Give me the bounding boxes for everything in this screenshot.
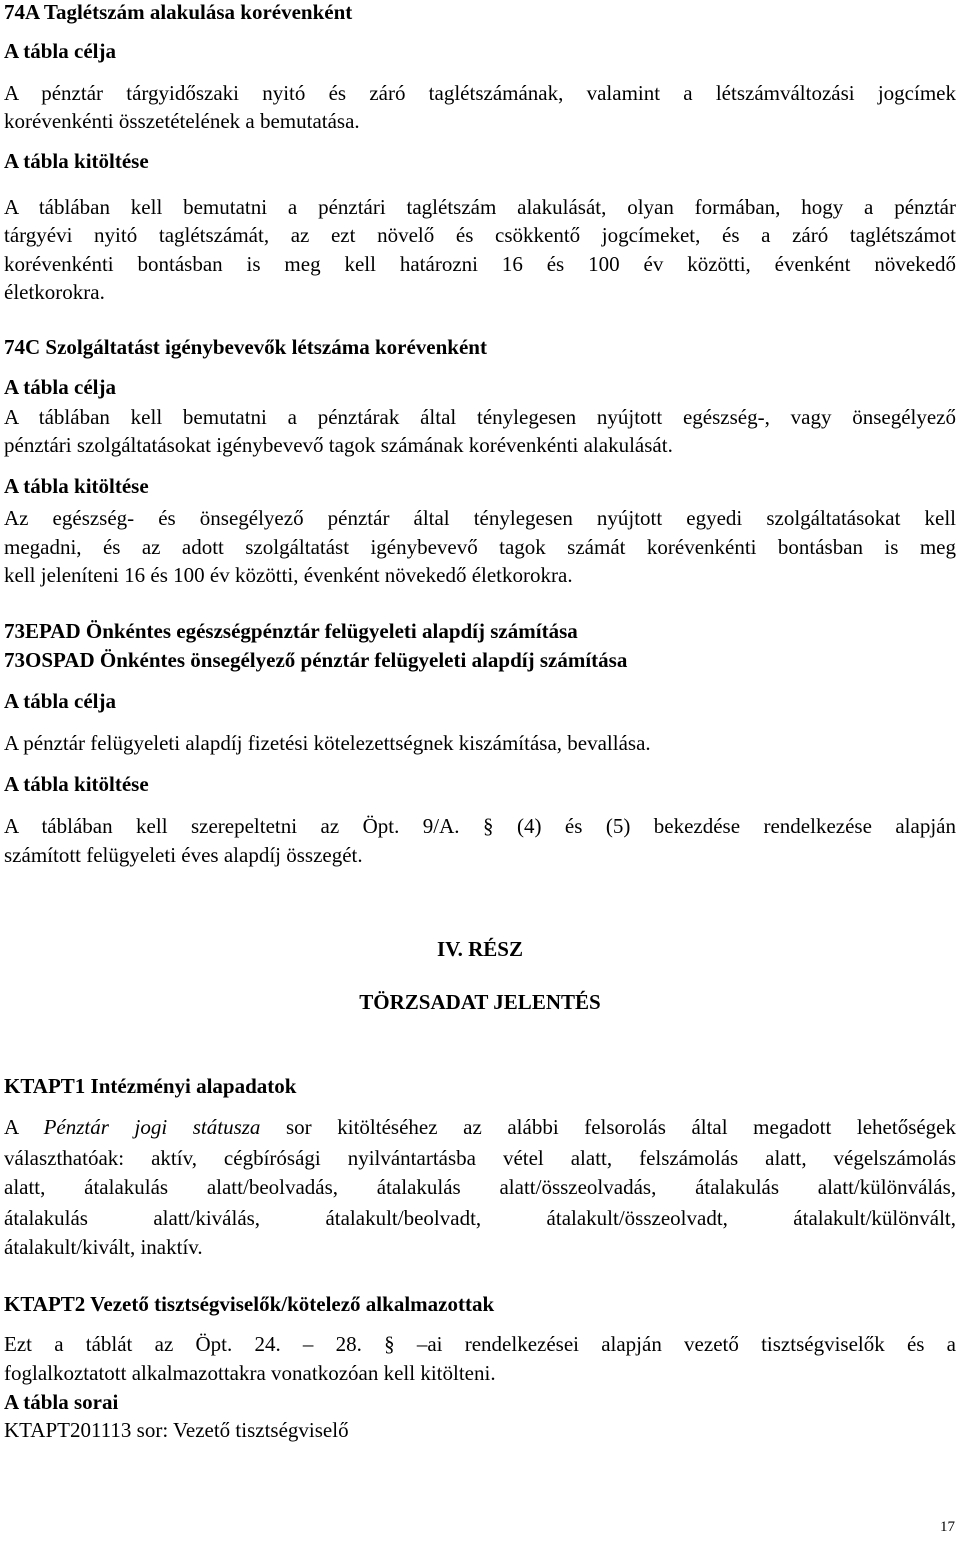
ktapt1-line: átalakulás alatt/kiválás, átalakult/beolvadt, átalakult/összeolvadt, átalakult/különvált, [4, 1206, 956, 1230]
ktapt1-line-italic: Pénztár jogi státusza [43, 1115, 261, 1139]
section-73-purpose-heading: A tábla célja [4, 689, 116, 713]
section-74a-fill-heading: A tábla kitöltése [4, 149, 149, 173]
part-subtitle: TÖRZSADAT JELENTÉS [359, 990, 601, 1014]
page-number: 17 [940, 1519, 955, 1535]
section-74a-title: 74A Taglétszám alakulása korévenként [4, 0, 353, 24]
ktapt1-line: választhatóak: aktív, cégbírósági nyilvántartásba vétel alatt, felszámolás alatt, végelszámolás [4, 1146, 956, 1170]
ktapt1-line: alatt, átalakulás alatt/beolvadás, átalakulás alatt/összeolvadás, átalakulás alatt/különválás, [4, 1175, 956, 1199]
part-title: IV. RÉSZ [437, 937, 523, 961]
section-73ospad-title: 73OSPAD Önkéntes önsegélyező pénztár felügyeleti alapdíj számítása [4, 648, 628, 672]
ktapt1-line: átalakult/kivált, inaktív. [4, 1235, 203, 1259]
section-74c-fill-line: Az egészség- és önsegélyező pénztár által ténylegesen nyújtott egyedi szolgáltatásokat kell [4, 506, 956, 530]
ktapt1-title: KTAPT1 Intézményi alapadatok [4, 1074, 297, 1098]
section-74a-fill-line: életkorokra. [4, 280, 105, 304]
section-73-fill-heading: A tábla kitöltése [4, 772, 149, 796]
ktapt2-line: Ezt a táblát az Öpt. 24. – 28. § –ai rendelkezései alapján vezető tisztségviselők és a [4, 1332, 956, 1356]
ktapt1-line [4, 1113, 956, 1142]
section-73-purpose-line: A pénztár felügyeleti alapdíj fizetési kötelezettségnek kiszámítása, bevallása. [4, 731, 651, 755]
ktapt1-line-prefix: A [4, 1115, 44, 1139]
section-74c-purpose-heading: A tábla célja [4, 375, 116, 399]
section-74c-fill-line: megadni, és az adott szolgáltatást igénybevevő tagok számát korévenkénti bontásban is meg [4, 535, 956, 559]
section-74a-fill-line: tárgyévi nyitó taglétszámát, az ezt növelő és csökkentő jogcímeket, és a záró taglétszámot [4, 223, 956, 247]
section-74c-purpose-line: A táblában kell bemutatni a pénztárak által ténylegesen nyújtott egészség-, vagy önsegélyező [4, 405, 956, 429]
section-74a-purpose-heading: A tábla célja [4, 39, 116, 63]
section-73-fill-line: számított felügyeleti éves alapdíj összegét. [4, 843, 363, 867]
ktapt2-row-line: KTAPT201113 sor: Vezető tisztségviselő [4, 1418, 349, 1442]
section-74a-fill-line: A táblában kell bemutatni a pénztári taglétszám alakulását, olyan formában, hogy a pénztár [4, 195, 956, 219]
ktapt2-title: KTAPT2 Vezető tisztségviselők/kötelező alkalmazottak [4, 1292, 495, 1316]
ktapt2-rows-heading: A tábla sorai [4, 1390, 119, 1414]
ktapt1-line-suffix: sor kitöltéséhez az alábbi felsorolás által megadott lehetőségek [260, 1115, 957, 1139]
section-73epad-title: 73EPAD Önkéntes egészségpénztár felügyeleti alapdíj számítása [4, 619, 578, 643]
section-74a-purpose-line: korévenkénti összetételének a bemutatása. [4, 109, 360, 133]
section-74a-fill-line: korévenkénti bontásban is meg kell határozni 16 és 100 év közötti, évenként növekedő [4, 252, 956, 276]
ktapt2-line: foglalkoztatott alkalmazottakra vonatkozóan kell kitölteni. [4, 1361, 496, 1385]
section-74c-fill-line: kell jeleníteni 16 és 100 év közötti, évenként növekedő életkorokra. [4, 563, 573, 587]
section-74c-purpose-line: pénztári szolgáltatásokat igénybevevő tagok számának korévenkénti alakulását. [4, 433, 673, 457]
section-74c-fill-heading: A tábla kitöltése [4, 474, 149, 498]
section-73-fill-line: A táblában kell szerepeltetni az Öpt. 9/A. § (4) és (5) bekezdése rendelkezése alapján [4, 814, 956, 838]
section-74c-title: 74C Szolgáltatást igénybevevők létszáma korévenként [4, 335, 487, 359]
section-74a-purpose-line: A pénztár tárgyidőszaki nyitó és záró taglétszámának, valamint a létszámváltozási jogcímek [4, 81, 956, 105]
